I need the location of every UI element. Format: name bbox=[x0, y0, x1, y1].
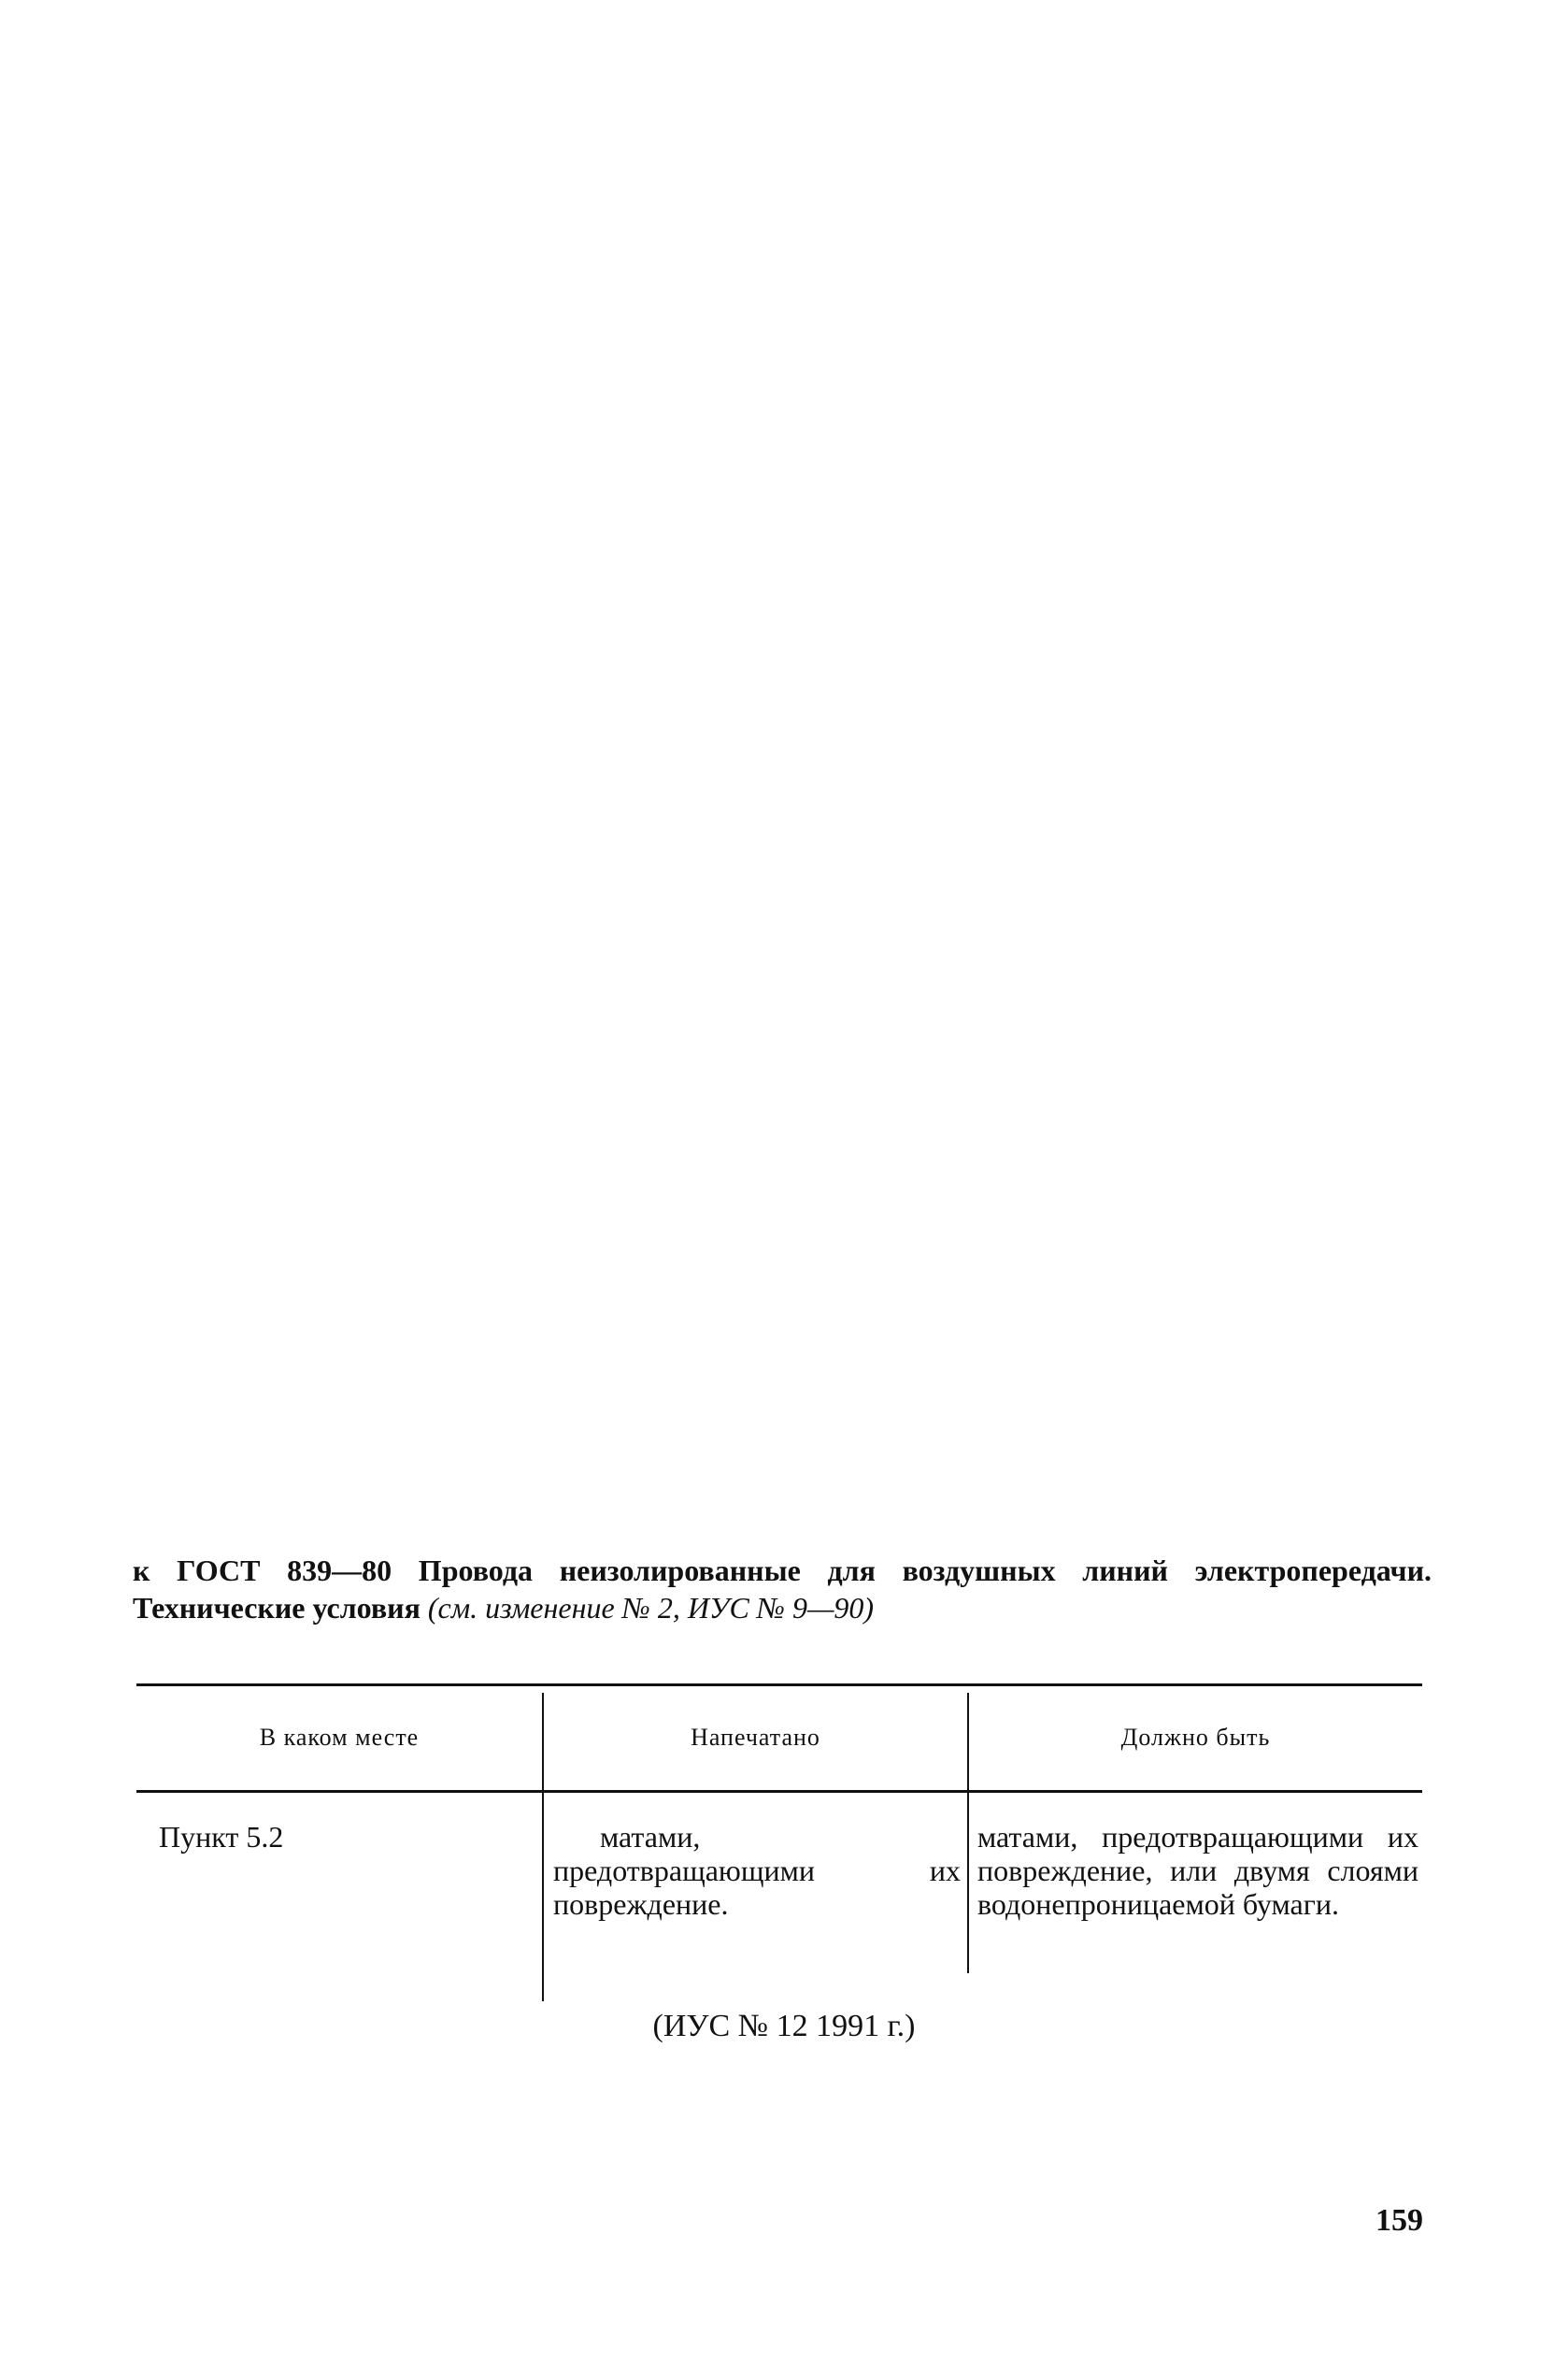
erratum-table bbox=[136, 1683, 1422, 2001]
table-top-rule bbox=[136, 1683, 1422, 1686]
table-header-rule bbox=[136, 1790, 1422, 1793]
should-be-text: матами, предотвращающими их повреждение, или двумя слоями водонепроницаемой бумаги. bbox=[977, 1820, 1418, 1921]
erratum-heading bbox=[133, 1552, 1432, 1626]
column-header-printed: Напечатано bbox=[691, 1724, 820, 1751]
table-cell-printed bbox=[553, 1820, 961, 1921]
table-cell-place: Пункт 5.2 bbox=[159, 1820, 284, 1854]
heading-change-reference: (см. изменение № 2, ИУС № 9—90) bbox=[427, 1591, 875, 1625]
printed-text: матами, предотвращающими их повреждение. bbox=[553, 1820, 961, 1921]
column-header-place: В каком месте bbox=[259, 1724, 420, 1751]
column-header-should-be: Должно быть bbox=[1120, 1724, 1271, 1751]
table-cell-should-be bbox=[977, 1820, 1418, 1921]
page-number: 159 bbox=[1376, 2203, 1423, 2238]
source-footnote: (ИУС № 12 1991 г.) bbox=[652, 2009, 916, 2043]
heading-standard-title: к ГОСТ 839—80 Провода неизолированные для воздушных линий электропередачи. Технические условия bbox=[133, 1554, 1432, 1625]
